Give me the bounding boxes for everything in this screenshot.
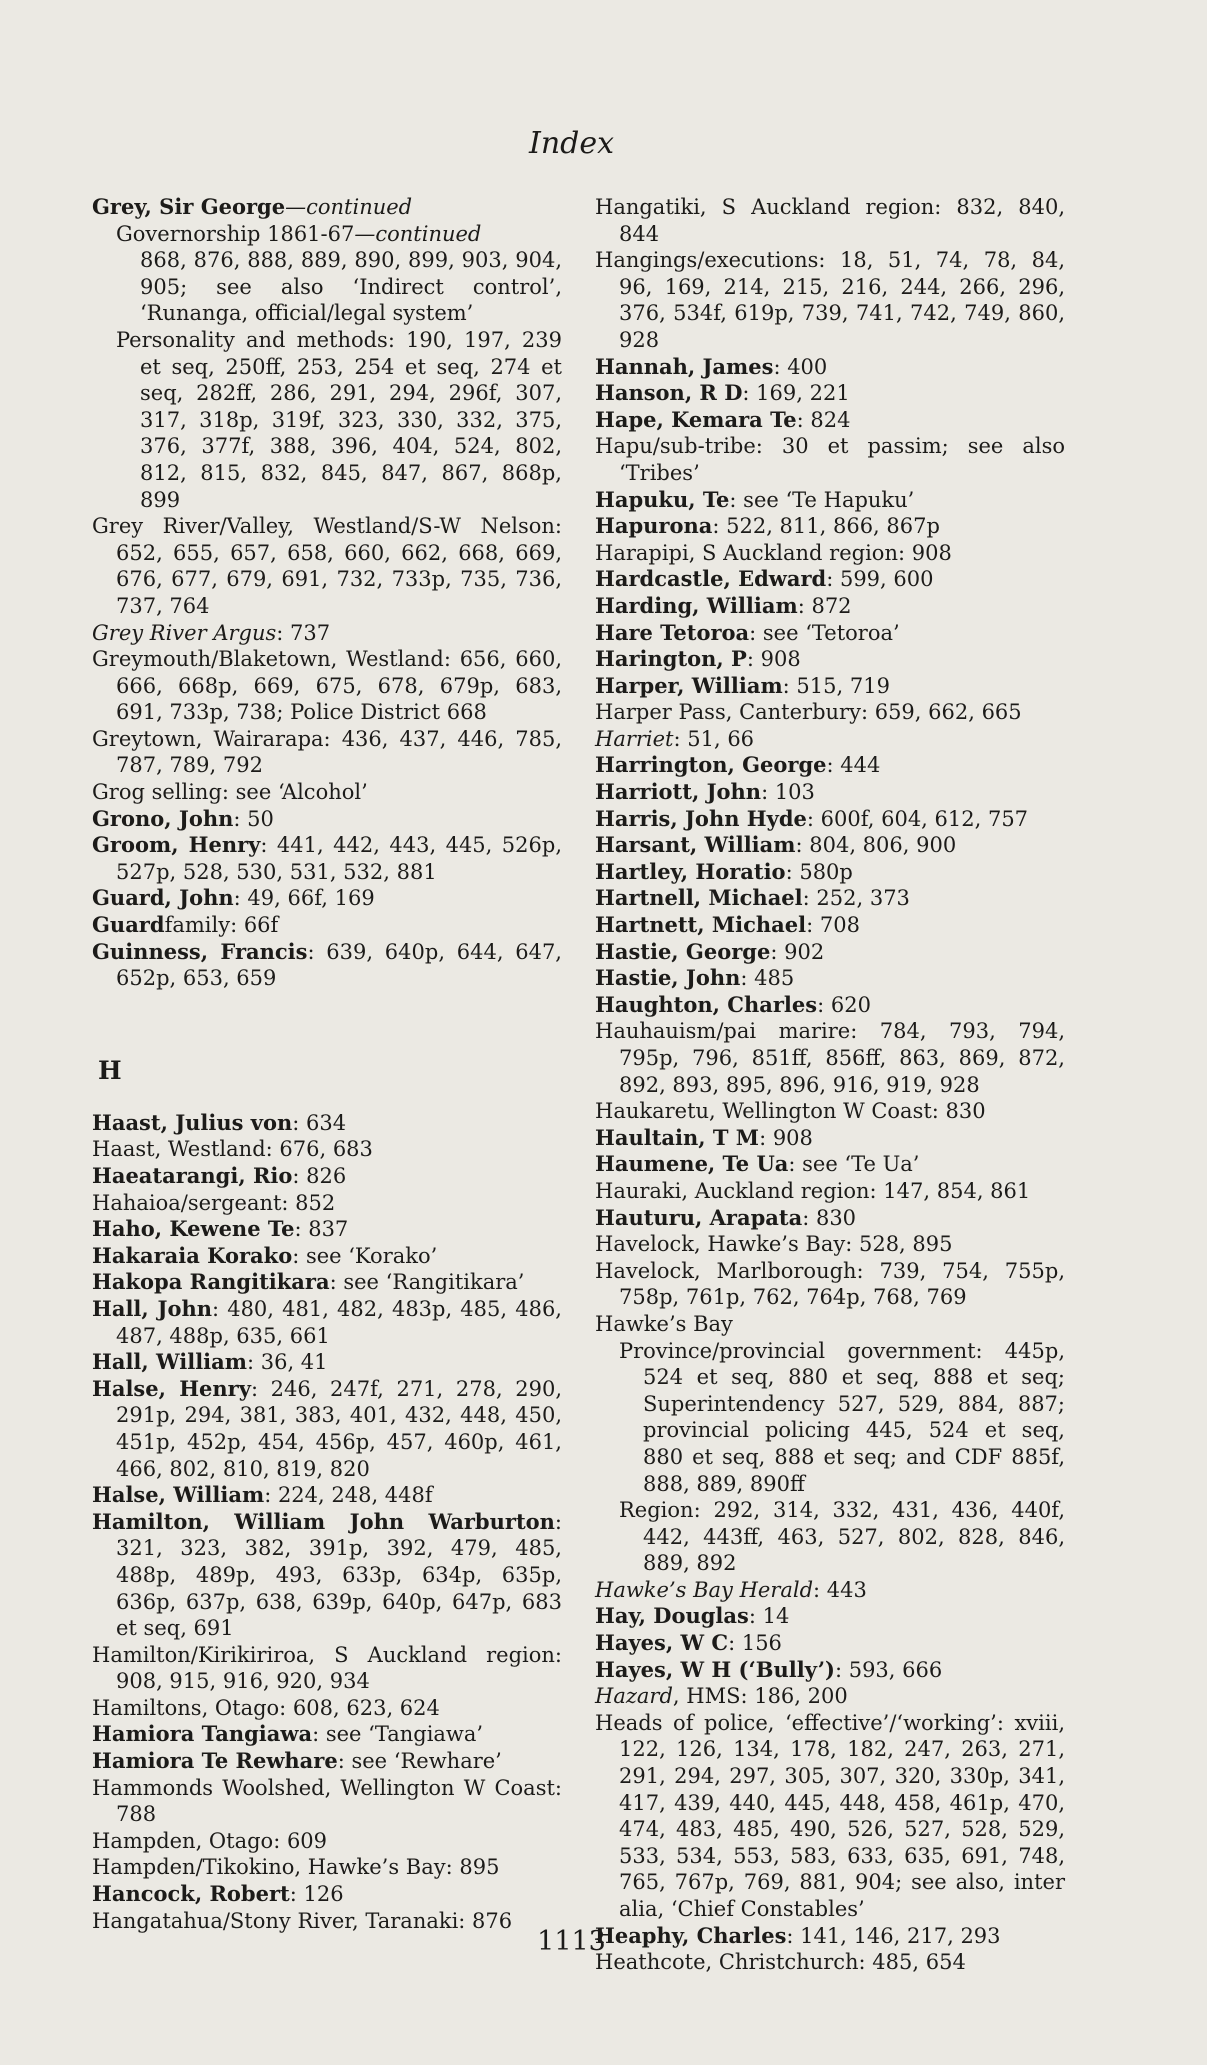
entry-heading: Hapuku, Te bbox=[595, 486, 730, 512]
entry-text: : 443 bbox=[813, 1577, 867, 1602]
entry-text: : 830 bbox=[802, 1205, 857, 1230]
index-entry bbox=[595, 992, 1065, 1019]
index-entry bbox=[92, 1748, 562, 1775]
index-entry bbox=[92, 1110, 562, 1137]
entry-heading: Hall, William bbox=[92, 1349, 247, 1375]
entry-text: : 708 bbox=[806, 913, 860, 938]
entry-text: Greytown, Wairarapa: 436, 437, 446, 785, 787, 789, 792 bbox=[92, 726, 562, 778]
index-entry bbox=[595, 859, 1065, 886]
index-entry bbox=[595, 566, 1065, 593]
entry-heading: Hall, John bbox=[92, 1295, 212, 1321]
entry-heading: Halse, William bbox=[92, 1482, 265, 1508]
page-number: 1113 bbox=[537, 1926, 606, 1957]
entry-text: : 246, 247f, 271, 278, 290, 291p, 294, 381, 383, 401, 432, 448, 450, 451p, 452p, 454, 456p, 457, 460p, 461, 466, 802, 810, 819, 820 bbox=[116, 1376, 563, 1481]
entry-text: : 908 bbox=[759, 1125, 813, 1150]
entry-text: , HMS: 186, 200 bbox=[672, 1684, 848, 1709]
entry-text: : 321, 323, 382, 391p, 392, 479, 485, 488p, 489p, 493, 633p, 634p, 635p, 636p, 637p, 638, 639p, 640p, 647p, 683 et seq, 691 bbox=[116, 1509, 562, 1641]
entry-heading: Hastie, John bbox=[595, 965, 741, 991]
entry-heading: Haast, Julius von bbox=[92, 1109, 293, 1135]
entry-heading: Grono, John bbox=[92, 805, 234, 831]
entry-text: : 485 bbox=[740, 966, 795, 991]
index-entry bbox=[92, 1482, 562, 1509]
index-entry bbox=[595, 620, 1065, 647]
entry-heading: Hauturu, Arapata bbox=[595, 1204, 803, 1230]
entry-heading: Hay, Douglas bbox=[595, 1603, 749, 1629]
index-entry bbox=[92, 1296, 562, 1349]
index-entry bbox=[92, 1243, 562, 1270]
index-entry bbox=[595, 806, 1065, 833]
index-entry bbox=[595, 194, 1065, 247]
entry-heading: Hartnett, Michael bbox=[595, 912, 807, 938]
entry-title-italic: Hawke’s Bay Herald bbox=[595, 1577, 814, 1602]
index-entry bbox=[92, 513, 562, 619]
entry-text: : 515, 719 bbox=[782, 673, 890, 698]
index-entry bbox=[595, 726, 1065, 753]
section-letter-heading: H bbox=[98, 1055, 122, 1085]
index-entry bbox=[92, 1775, 562, 1828]
entry-text: Harper Pass, Canterbury: 659, 662, 665 bbox=[595, 700, 1022, 725]
index-entry bbox=[92, 1136, 562, 1163]
entry-text: : 639, 640p, 644, 647, 652p, 653, 659 bbox=[116, 939, 562, 991]
entry-text: Personality and methods: 190, 197, 239 et seq, 250ff, 253, 254 et seq, 274 et seq, 282ff, 286, 291, 294, 296f, 307, 317, 318p, 319f, 323, 330, 332, 375, 376, 377f, 388, 396, 404, 524, 802, 812, 815, 832, 845, 847, 867, 868p, 899 bbox=[116, 327, 562, 512]
index-entry bbox=[92, 194, 562, 221]
entry-text: 868, 876, 888, 889, 890, 899, 903, 904, 905; see also ‘Indirect control’, ‘Runanga, official/legal system’ bbox=[140, 248, 562, 326]
index-subentry bbox=[92, 327, 562, 513]
entry-title-italic: Grey River Argus bbox=[92, 620, 277, 645]
entry-text: : 444 bbox=[826, 753, 881, 778]
entry-text: : 400 bbox=[773, 354, 828, 379]
entry-heading: Hakopa Rangitikara bbox=[92, 1269, 330, 1295]
entry-text: Hangatiki, S Auckland region: 832, 840, 844 bbox=[595, 195, 1065, 246]
index-entry bbox=[595, 912, 1065, 939]
entry-text: family: 66f bbox=[164, 913, 279, 938]
index-entry bbox=[92, 1828, 562, 1855]
entry-heading: Harris, John Hyde bbox=[595, 805, 807, 831]
entry-text: : 824 bbox=[796, 407, 851, 432]
entry-text: : 141, 146, 217, 293 bbox=[786, 1923, 1001, 1948]
entry-text: Grey River/Valley, Westland/S-W Nelson: 652, 655, 657, 658, 660, 662, 668, 669, 676, 677, 679, 691, 732, 733p, 735, 736, 737, 764 bbox=[92, 514, 562, 618]
entry-heading: Harper, William bbox=[595, 672, 783, 698]
index-entry bbox=[595, 1577, 1065, 1604]
index-subentry bbox=[92, 247, 562, 327]
entry-text: Havelock, Marlborough: 739, 754, 755p, 758p, 761p, 762, 764p, 768, 769 bbox=[595, 1258, 1065, 1310]
index-entry bbox=[595, 752, 1065, 779]
entry-text: Heads of police, ‘effective’/‘working’: xviii, 122, 126, 134, 178, 182, 247, 263, 271, 291, 294, 297, 305, 307, 320, 330p, 341, 417, 439, 440, 445, 448, 458, 461p, 470, 474, 483, 485, 490, 526, 527, 528, 529, 533, 534, 553, 583, 633, 635, 691, 748, 765, 767p, 769, 881, 904; see also, inter alia, ‘Chief Constables’ bbox=[595, 1710, 1065, 1921]
index-entry bbox=[595, 1683, 1065, 1710]
entry-heading: Hakaraia Korako bbox=[92, 1242, 293, 1268]
index-entry bbox=[595, 1098, 1065, 1125]
entry-text: Hampden/Tikokino, Hawke’s Bay: 895 bbox=[92, 1855, 500, 1880]
entry-heading: Hayes, W H (‘Bully’) bbox=[595, 1656, 835, 1682]
entry-heading: Hape, Kemara Te bbox=[595, 406, 797, 432]
entry-text: : see ‘Tetoroa’ bbox=[749, 620, 900, 645]
entry-text: : 36, 41 bbox=[246, 1350, 328, 1375]
entry-text: : 49, 66f, 169 bbox=[233, 886, 375, 911]
entry-text: Hamiltons, Otago: 608, 623, 624 bbox=[92, 1695, 440, 1720]
entry-text: : 837 bbox=[294, 1217, 349, 1242]
entry-continued-label: —continued bbox=[285, 195, 413, 219]
index-entry bbox=[92, 832, 562, 885]
entry-text: : 634 bbox=[292, 1110, 347, 1135]
entry-text: : 224, 248, 448f bbox=[264, 1483, 433, 1508]
index-entry bbox=[595, 1258, 1065, 1311]
entry-text: : 480, 481, 482, 483p, 485, 486, 487, 488p, 635, 661 bbox=[116, 1296, 562, 1348]
entry-continued-label: —continued bbox=[354, 221, 482, 246]
entry-text: : 620 bbox=[817, 992, 871, 1017]
index-entry bbox=[92, 912, 562, 939]
index-entry bbox=[595, 380, 1065, 407]
index-entry bbox=[92, 885, 562, 912]
index-entry bbox=[595, 1178, 1065, 1205]
index-subentry bbox=[92, 221, 562, 248]
entry-heading: Halse, Henry bbox=[92, 1375, 251, 1401]
entry-text: Region: 292, 314, 332, 431, 436, 440f, 442, 443ff, 463, 527, 802, 828, 846, 889, 892 bbox=[619, 1498, 1065, 1576]
entry-text: : 872 bbox=[797, 593, 852, 618]
entry-text: Hauhauism/pai marire: 784, 793, 794, 795p, 796, 851ff, 856ff, 863, 869, 872, 892, 893, 895, 896, 916, 919, 928 bbox=[595, 1019, 1065, 1097]
index-entry bbox=[92, 779, 562, 806]
index-entry bbox=[92, 1376, 562, 1482]
entry-text: : 580p bbox=[785, 859, 853, 884]
entry-heading: Harsant, William bbox=[595, 832, 796, 858]
index-subentry bbox=[595, 1497, 1065, 1577]
entry-text: Hapu/sub-tribe: 30 et passim; see also ‘Tribes’ bbox=[595, 434, 1065, 485]
index-entry bbox=[92, 1216, 562, 1243]
index-entry bbox=[595, 593, 1065, 620]
entry-text: Greymouth/Blaketown, Westland: 656, 660, 666, 668p, 669, 675, 678, 679p, 683, 691, 733p, 738; Police District 668 bbox=[92, 647, 562, 725]
entry-heading: Hamilton, William John Warburton bbox=[92, 1508, 555, 1534]
entry-text: : see ‘Te Hapuku’ bbox=[729, 487, 915, 512]
index-entry bbox=[92, 1163, 562, 1190]
entry-text: : 826 bbox=[292, 1164, 347, 1188]
entry-text: : 902 bbox=[770, 939, 825, 964]
index-entry bbox=[595, 433, 1065, 486]
entry-heading: Hapurona bbox=[595, 513, 713, 539]
entry-text: Harapipi, S Auckland region: 908 bbox=[595, 540, 952, 565]
entry-heading: Guard, John bbox=[92, 885, 234, 911]
entry-text: Hampden, Otago: 609 bbox=[92, 1828, 328, 1853]
entry-heading: Guinness, Francis bbox=[92, 938, 308, 964]
entry-text: Haukaretu, Wellington W Coast: 830 bbox=[595, 1099, 986, 1124]
index-entry bbox=[595, 673, 1065, 700]
index-column-right bbox=[595, 194, 1065, 1976]
index-entry bbox=[92, 1269, 562, 1296]
index-entry bbox=[595, 885, 1065, 912]
entry-text: : see ‘Rewhare’ bbox=[337, 1749, 502, 1774]
index-entry bbox=[595, 1657, 1065, 1684]
entry-text: Hamilton/Kirikiriroa, S Auckland region: 908, 915, 916, 920, 934 bbox=[92, 1642, 562, 1694]
index-entry bbox=[92, 646, 562, 726]
index-entry bbox=[92, 1190, 562, 1217]
index-entry bbox=[92, 726, 562, 779]
entry-text: : see ‘Tangiawa’ bbox=[312, 1722, 484, 1747]
entry-text: : 50 bbox=[233, 806, 274, 831]
entry-title-italic: Harriet bbox=[595, 726, 674, 751]
index-entry bbox=[595, 1630, 1065, 1657]
entry-text: Hauraki, Auckland region: 147, 854, 861 bbox=[595, 1178, 1031, 1203]
entry-heading: Hamiora Tangiawa bbox=[92, 1721, 313, 1747]
entry-text: : see ‘Te Ua’ bbox=[788, 1152, 920, 1177]
index-entry bbox=[595, 1603, 1065, 1630]
entry-text: : 441, 442, 443, 445, 526p, 527p, 528, 530, 531, 532, 881 bbox=[116, 833, 563, 884]
entry-heading: Hardcastle, Edward bbox=[595, 566, 827, 592]
index-entry bbox=[595, 487, 1065, 514]
entry-text: : 51, 66 bbox=[673, 726, 755, 751]
entry-text: : 804, 806, 900 bbox=[795, 833, 957, 858]
index-entry bbox=[595, 1311, 1065, 1338]
entry-heading: Hare Tetoroa bbox=[595, 619, 750, 645]
entry-heading: Hancock, Robert bbox=[92, 1881, 290, 1907]
entry-text: : see ‘Rangitikara’ bbox=[329, 1270, 525, 1295]
entry-heading: Harington, P bbox=[595, 646, 747, 672]
index-entry bbox=[595, 1231, 1065, 1258]
index-entry bbox=[92, 939, 562, 992]
index-entry bbox=[595, 354, 1065, 381]
entry-text: Hawke’s Bay bbox=[595, 1311, 733, 1336]
entry-text: : 908 bbox=[746, 647, 801, 672]
index-entry bbox=[595, 939, 1065, 966]
entry-heading: Groom, Henry bbox=[92, 832, 261, 858]
index-entry bbox=[595, 1710, 1065, 1923]
entry-text: Governorship 1861-67 bbox=[116, 221, 355, 246]
entry-heading: Haeatarangi, Rio bbox=[92, 1163, 293, 1188]
entry-text: : 522, 811, 866, 867p bbox=[712, 514, 940, 539]
index-entry bbox=[595, 699, 1065, 726]
index-entry bbox=[595, 1018, 1065, 1098]
entry-text: : 252, 373 bbox=[802, 886, 910, 911]
entry-text: Heathcote, Christchurch: 485, 654 bbox=[595, 1950, 966, 1975]
index-entry bbox=[92, 620, 562, 647]
entry-text: Grog selling: see ‘Alcohol’ bbox=[92, 780, 368, 805]
index-entry bbox=[595, 646, 1065, 673]
entry-heading: Harding, William bbox=[595, 592, 798, 618]
entry-text: : 593, 666 bbox=[834, 1657, 943, 1682]
entry-heading: Hayes, W C bbox=[595, 1630, 729, 1656]
entry-heading: Heaphy, Charles bbox=[595, 1922, 787, 1948]
index-entry bbox=[595, 1151, 1065, 1178]
entry-text: Hahaioa/sergeant: 852 bbox=[92, 1190, 336, 1215]
entry-text: : 599, 600 bbox=[826, 567, 934, 592]
index-entry bbox=[92, 806, 562, 833]
entry-text: Province/provincial government: 445p, 524 et seq, 880 et seq, 888 et seq; Superintendency 527, 529, 884, 887; provincial policing 445, 524 et seq, 880 et seq, 888 et seq; and CDF 885f, 888, 889, 890ff bbox=[619, 1338, 1065, 1496]
index-entry bbox=[92, 1349, 562, 1376]
entry-heading: Hanson, R D bbox=[595, 380, 743, 406]
entry-heading: Hannah, James bbox=[595, 353, 774, 379]
index-entry bbox=[92, 1642, 562, 1695]
entry-heading: Hartley, Horatio bbox=[595, 858, 786, 884]
index-entry bbox=[92, 1881, 562, 1908]
entry-heading: Harrington, George bbox=[595, 752, 827, 778]
entry-text: : 156 bbox=[728, 1631, 782, 1656]
entry-heading: Hastie, George bbox=[595, 938, 771, 964]
index-entry bbox=[92, 1509, 562, 1642]
entry-heading: Hamiora Te Rewhare bbox=[92, 1748, 338, 1774]
entry-text: : see ‘Korako’ bbox=[292, 1243, 438, 1268]
entry-heading: Haughton, Charles bbox=[595, 991, 818, 1017]
entry-heading: Haultain, T M bbox=[595, 1124, 760, 1150]
index-entry bbox=[595, 1125, 1065, 1152]
entry-text: Hangatahua/Stony River, Taranaki: 876 bbox=[92, 1908, 513, 1933]
entry-heading: Grey, Sir George bbox=[92, 194, 286, 219]
index-entry bbox=[92, 1854, 562, 1881]
index-entry bbox=[595, 513, 1065, 540]
entry-text: : 14 bbox=[748, 1604, 790, 1629]
entry-heading: Haho, Kewene Te bbox=[92, 1216, 295, 1242]
index-entry bbox=[595, 407, 1065, 434]
entry-heading: Hartnell, Michael bbox=[595, 885, 803, 911]
entry-text: : 103 bbox=[761, 780, 815, 805]
index-entry bbox=[92, 1721, 562, 1748]
entry-title-italic: Hazard bbox=[595, 1684, 673, 1709]
index-entry bbox=[92, 1695, 562, 1722]
entry-text: : 737 bbox=[276, 620, 331, 645]
entry-heading: Harriott, John bbox=[595, 779, 762, 805]
entry-text: : 169, 221 bbox=[742, 381, 850, 406]
entry-text: : 600f, 604, 612, 757 bbox=[806, 806, 1029, 831]
index-entry bbox=[595, 1205, 1065, 1232]
entry-text: Hangings/executions: 18, 51, 74, 78, 84, 96, 169, 214, 215, 216, 244, 266, 296, 376, 534f, 619p, 739, 741, 742, 749, 860, 928 bbox=[595, 248, 1065, 352]
entry-text: Haast, Westland: 676, 683 bbox=[92, 1137, 373, 1162]
entry-heading: Guard bbox=[92, 912, 165, 938]
page-title: Index bbox=[528, 126, 615, 161]
index-column-left bbox=[92, 194, 562, 1934]
index-entry bbox=[595, 779, 1065, 806]
index-entry bbox=[595, 247, 1065, 353]
entry-text: : 126 bbox=[289, 1882, 344, 1907]
entry-heading: Haumene, Te Ua bbox=[595, 1151, 789, 1177]
index-entry bbox=[595, 832, 1065, 859]
index-entry bbox=[595, 965, 1065, 992]
entry-text: Havelock, Hawke’s Bay: 528, 895 bbox=[595, 1232, 953, 1257]
entry-text: Hammonds Woolshed, Wellington W Coast: 788 bbox=[92, 1775, 562, 1827]
index-entry bbox=[595, 540, 1065, 567]
index-subentry bbox=[595, 1338, 1065, 1498]
